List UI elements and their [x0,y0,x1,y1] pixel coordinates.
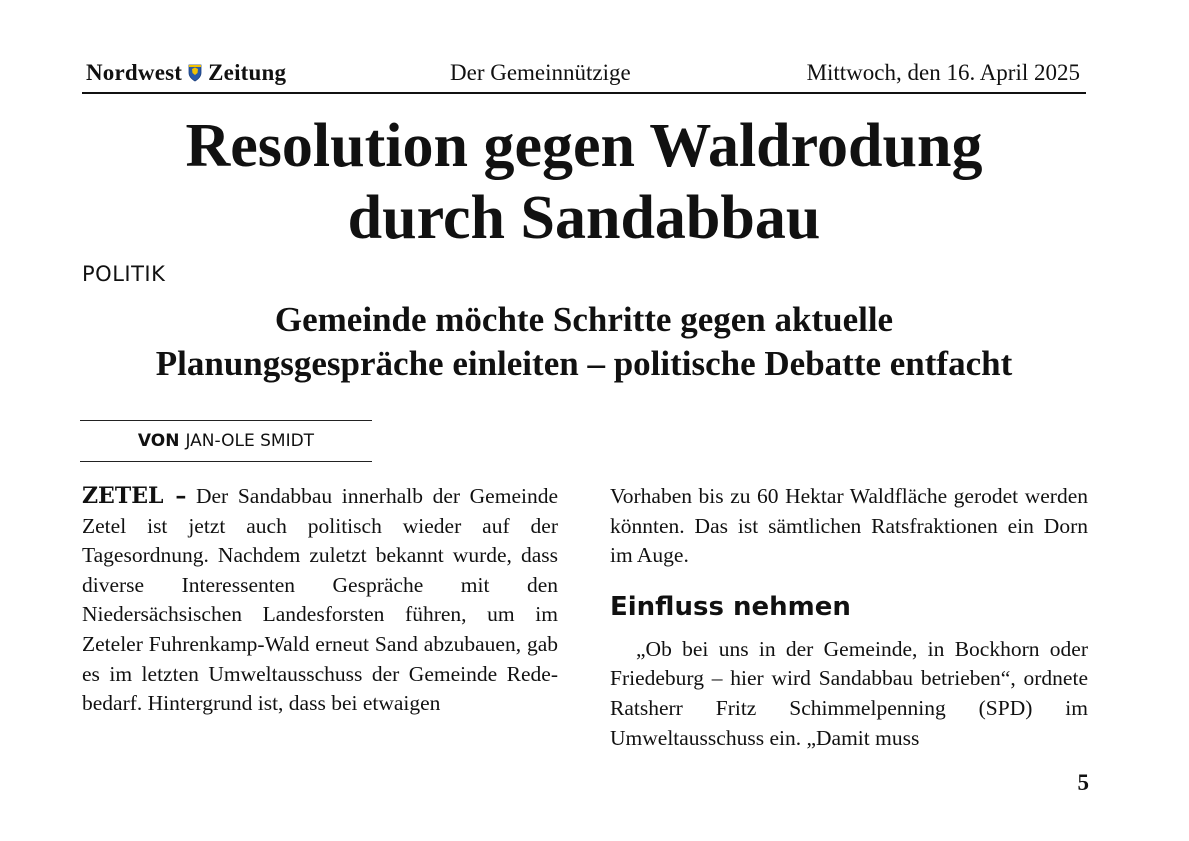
paper-name [86,60,286,86]
article-paragraph-1-continued: Vorhaben bis zu 60 Hektar Waldfläche gerodet werden könnten. Das ist sämtlichen Ratsfraktionen ein Dorn im Auge. [610,484,1088,568]
section-title: Der Gemeinnützige [450,60,631,85]
page-number: 5 [1077,770,1089,795]
coat-of-arms-icon [188,64,202,82]
article-paragraph-2: „Ob bei uns in der Gemeinde, in Bockhorn oder Friedeburg – hier wird Sandabbau betrieben“, ordnete Ratsherr Fritz Schimmelpenning (SPD) im Umweltausschuss ein. „Damit muss [610,636,1088,750]
subheadline-line-2: Planungsgespräche einleiten – politische Debatte entfacht [155,344,1013,383]
byline-author: JAN-OLE SMIDT [185,431,315,451]
paragraph-1-text: Der Sandabbau innerhalb der Gemeinde Zetel ist jetzt auch politisch wieder auf der Tagesordnung. Nachdem zuletzt bekannt wurde, dass diverse Interessenten Gespräche mit den Niedersächsischen Landesforsten führen, um im Zeteler Fuhrenkamp-Wald erneut Sand abzubauen, gab es im letzten Umweltausschuss der Gemeinde Redebedarf. Hintergrund ist, dass bei etwaigen [82,484,558,716]
issue-date: Mittwoch, den 16. April 2025 [806,60,1080,85]
kicker: POLITIK [82,262,166,286]
dateline: ZETEL – [82,483,187,509]
headline-line-1: Resolution gegen Waldrodung [185,112,983,180]
paper-name-part1: Nordwest [86,60,183,85]
section-heading: Einfluss nehmen [610,591,851,622]
subheadline-line-1: Gemeinde möchte Schritte gegen aktuelle [274,300,894,339]
byline [80,420,372,462]
article-column-left [82,482,558,719]
headline-line-2: durch Sandabbau [347,184,821,252]
byline-prefix: VON [137,431,180,451]
paper-name-part2: Zeitung [208,60,287,85]
subheadline [82,298,1086,386]
article-column-right [610,482,1088,753]
article-paragraph-1 [82,482,558,719]
masthead [82,58,1086,94]
headline [82,110,1086,254]
